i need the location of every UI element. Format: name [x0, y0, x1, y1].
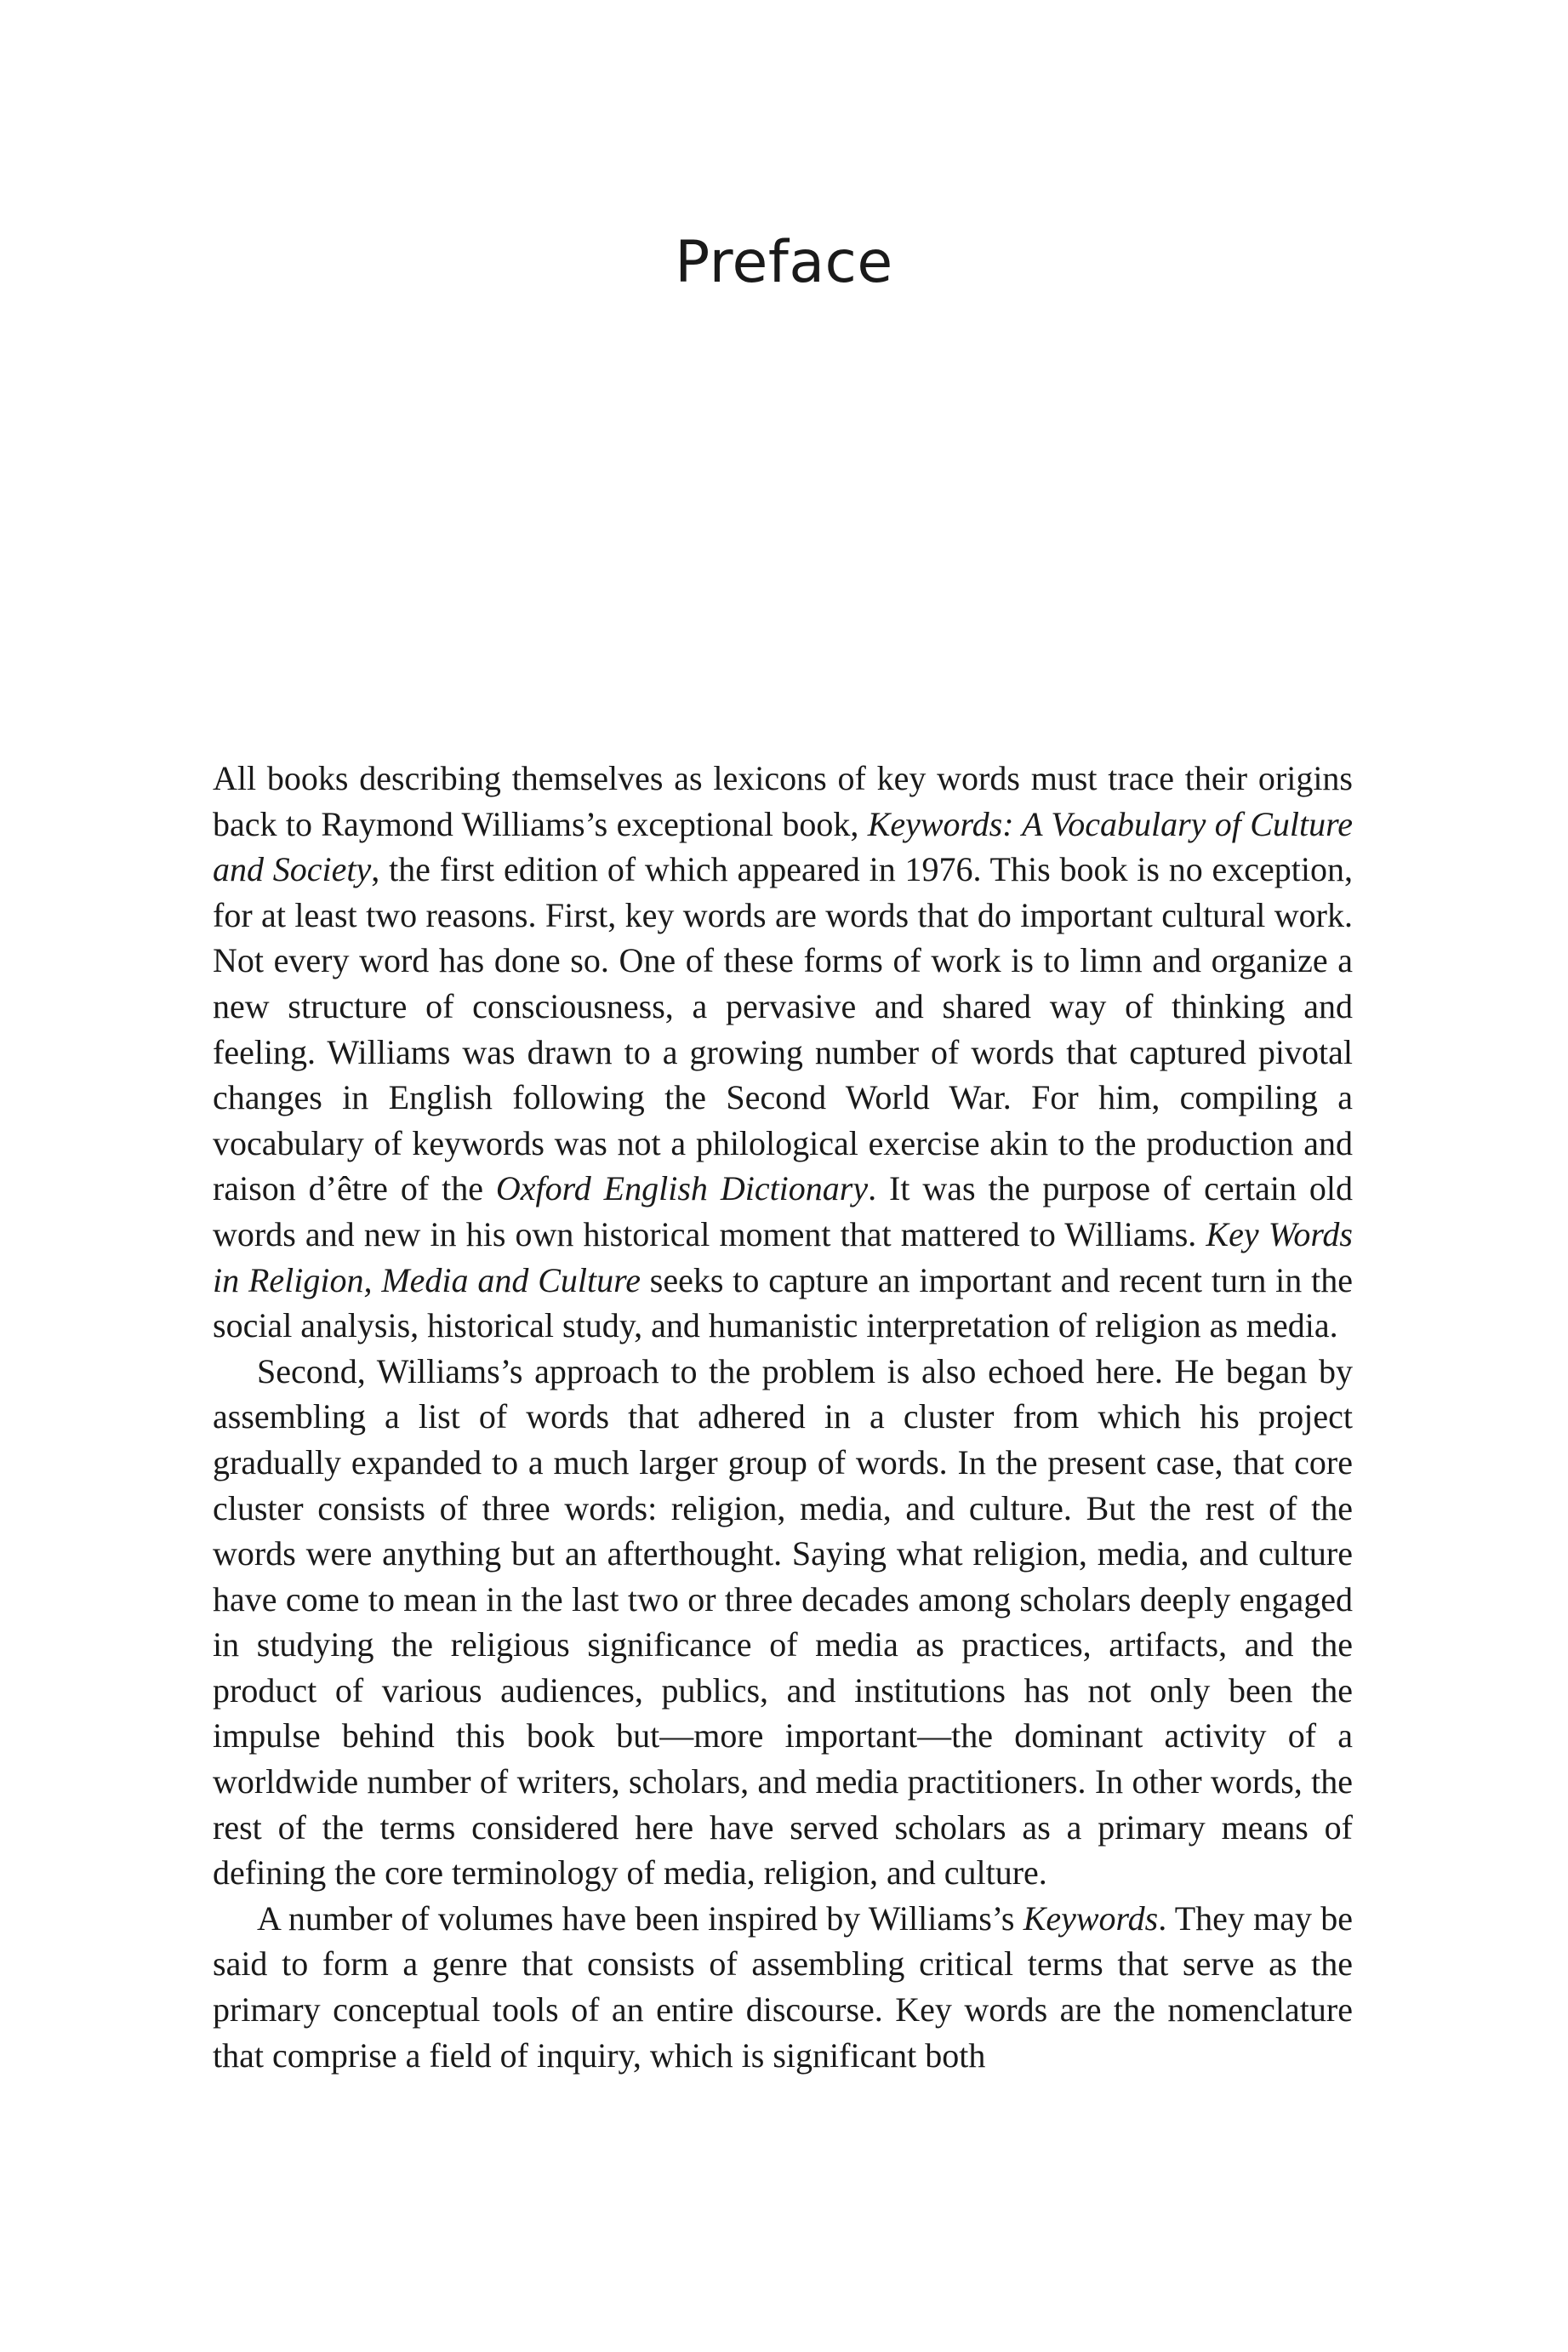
book-title-key-words: Key Words in Religion, Media and Culture	[213, 1214, 1353, 1299]
text-run: Second, Williams’s approach to the problem is also echoed here. He began by assembling a list of words that adhered in a cluster from which his project gradually expanded to a much larger group of words. In the present case, that core cluster consists of three words: religion, media, and culture. But the rest of the words were anything but an afterthought. Saying what religion, media, and culture have come to mean in the last two or three decades among scholars deeply engaged in studying the religious significance of media as practices, artifacts, and the product of various audiences, publics, and institutions has not only been the impulse behind this book but—more important—the dominant activity of a worldwide number of writers, scholars, and media practitioners. In other words, the rest of the terms considered here have served scholars as a primary means of defining the core terminology of media, religion, and culture.	[213, 1351, 1353, 1892]
text-run: . It was the purpose of certain old words and new in his own historical moment that mattered to Williams.	[213, 1169, 1353, 1253]
text-run: All books describing themselves as lexicons of key words must trace their origins back to Raymond Williams’s exceptional book,	[213, 759, 1353, 843]
page-title: Preface	[675, 228, 893, 296]
text-run: seeks to capture an important and recent turn in the social analysis, historical study, and humanistic interpretation of religion as media.	[213, 1260, 1353, 1345]
paragraph-3	[213, 1896, 1353, 2078]
text-run: , the first edition of which appeared in 1976. This book is no exception, for at least two reasons. First, key words are words that do important cultural work. Not every word has done so. One of these forms of work is to limn and organize a new structure of consciousness, a pervasive and shared way of thinking and feeling. Williams was drawn to a growing number of words that captured pivotal changes in English following the Second World War. For him, compiling a vocabulary of keywords was not a philological exercise akin to the production and raison d’être of the	[213, 850, 1353, 1208]
book-title-keywords: Keywords: A Vocabulary of Culture and Society	[213, 804, 1353, 889]
text-run: A number of volumes have been inspired by Williams’s	[257, 1898, 1023, 1938]
paragraph-2	[213, 1349, 1353, 1896]
book-title-oed: Oxford English Dictionary	[495, 1169, 869, 1208]
book-title-keywords-short: Keywords	[1023, 1898, 1159, 1938]
body-text	[213, 756, 1353, 2078]
paragraph-1	[213, 756, 1353, 1349]
text-run: . They may be said to form a genre that consists of assembling critical terms that serve as the primary conceptual tools of an entire discourse. Key words are the nomenclature that comprise a field of inquiry, which is significant both	[213, 1898, 1353, 2075]
